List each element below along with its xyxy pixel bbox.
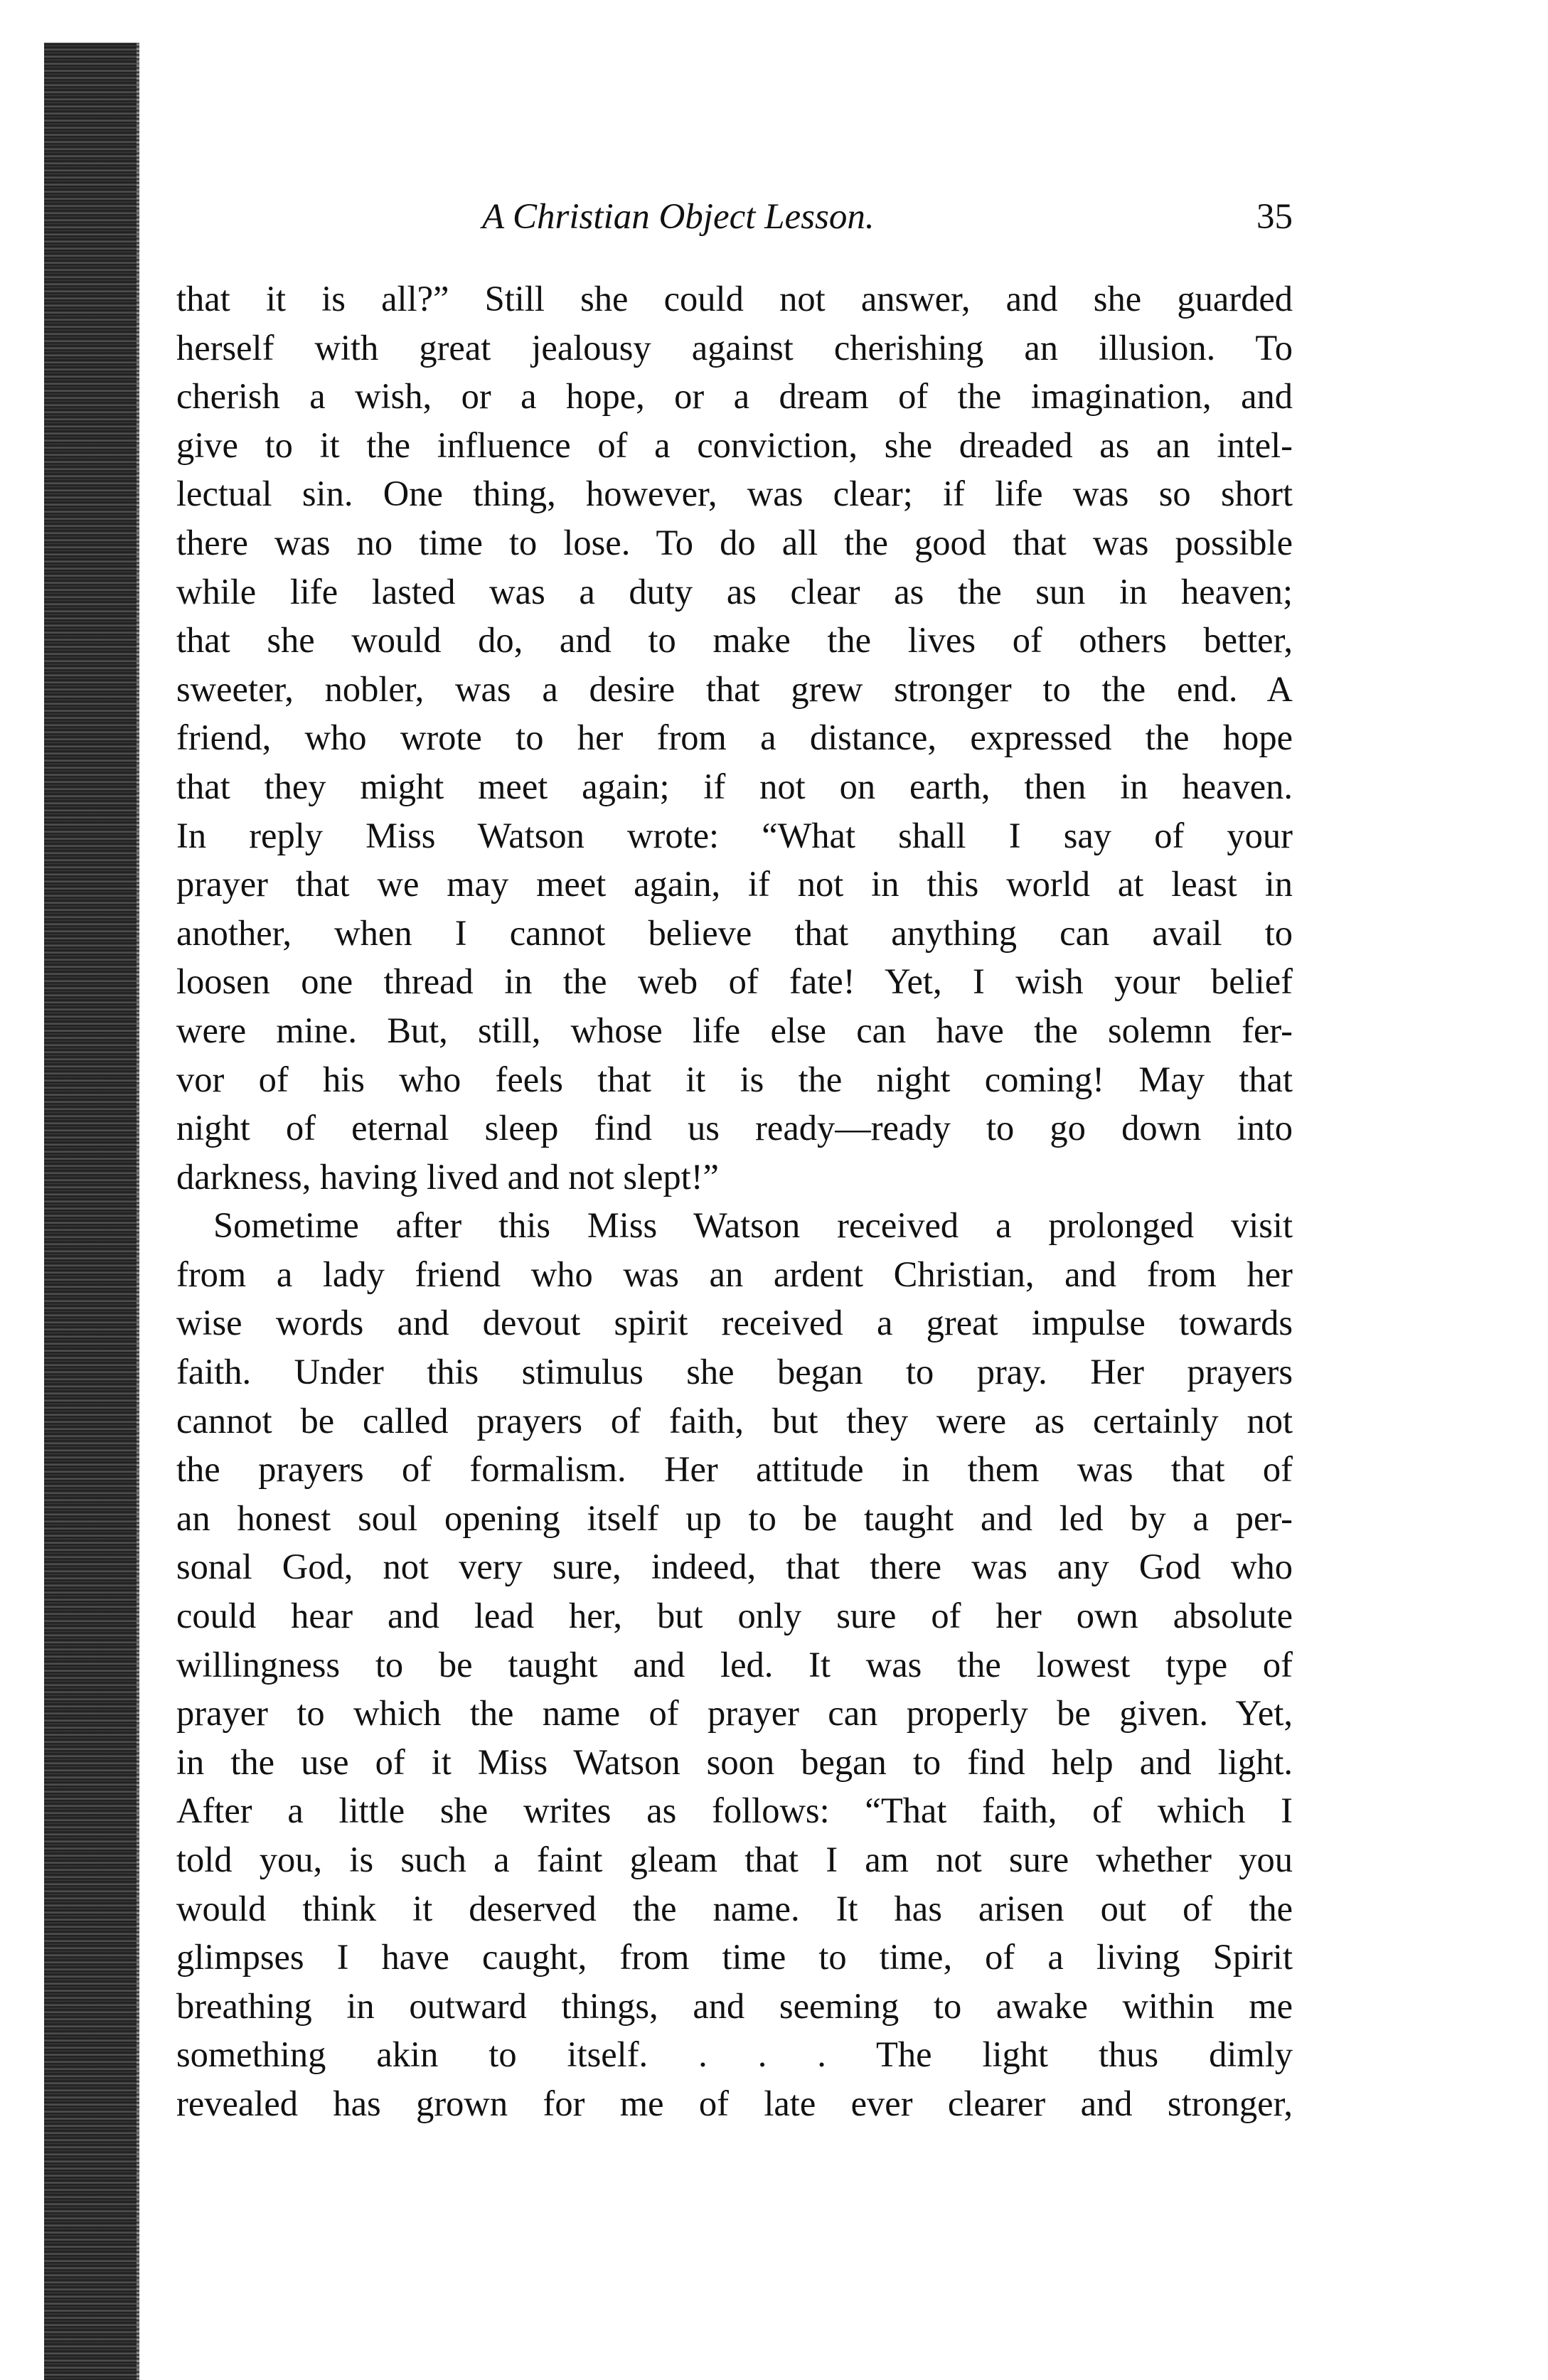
running-head	[176, 192, 1293, 242]
text-line: that she would do, and to make the lives of others better,	[176, 620, 1293, 661]
text-line: told you, is such a faint gleam that I am not sure whether you	[176, 1840, 1293, 1879]
text-line: faith. Under this stimulus she began to pray. Her prayers	[176, 1352, 1293, 1392]
text-line: there was no time to lose. To do all the good that was possible	[176, 522, 1293, 562]
text-line: glimpses I have caught, from time to time, of a living Spirit	[176, 1937, 1293, 1978]
text-line: In reply Miss Watson wrote: “What shall I say of your	[176, 815, 1293, 855]
text-line: revealed has grown for me of late ever clearer and stronger,	[176, 2083, 1293, 2123]
text-line: herself with great jealousy against cherishing an illusion. To	[176, 327, 1293, 368]
text-line: something akin to itself. . . . The light thus dimly	[176, 2034, 1293, 2075]
text-line: cherish a wish, or a hope, or a dream of the imagination, and	[176, 376, 1293, 417]
text-line: that they might meet again; if not on earth, then in heaven.	[176, 766, 1293, 806]
text-line: were mine. But, still, whose life else can have the solemn fer-	[176, 1010, 1293, 1050]
text-line: sonal God, not very sure, indeed, that there was any God who	[176, 1547, 1293, 1587]
text-line: wise words and devout spirit received a great impulse towards	[176, 1303, 1293, 1343]
text-line: an honest soul opening itself up to be taught and led by a per-	[176, 1498, 1293, 1538]
text-line: Sometime after this Miss Watson received a prolonged visit	[213, 1205, 1293, 1246]
text-line: darkness, having lived and not slept!”	[176, 1156, 719, 1197]
text-line: sweeter, nobler, was a desire that grew stronger to the end. A	[176, 668, 1293, 709]
text-line: another, when I cannot believe that anything can avail to	[176, 912, 1293, 953]
text-line: willingness to be taught and led. It was the lowest type of	[176, 1644, 1293, 1685]
page-number: 35	[1256, 197, 1293, 237]
text-line: that it is all?” Still she could not answer, and she guarded	[176, 279, 1293, 319]
text-line: from a lady friend who was an ardent Christian, and from her	[176, 1254, 1293, 1294]
scanned-binding-edge	[44, 43, 139, 2380]
body-text	[176, 274, 1293, 2128]
text-line: vor of his who feels that it is the night coming! May that	[176, 1059, 1293, 1099]
text-line: prayer to which the name of prayer can properly be given. Yet,	[176, 1693, 1293, 1734]
text-line: breathing in outward things, and seeming to awake within me	[176, 1985, 1293, 2026]
text-line: would think it deserved the name. It has arisen out of the	[176, 1888, 1293, 1928]
text-line: the prayers of formalism. Her attitude in them was that of	[176, 1449, 1293, 1490]
text-line: in the use of it Miss Watson soon began to find help and light.	[176, 1741, 1293, 1782]
text-line: while life lasted was a duty as clear as the sun in heaven;	[176, 571, 1293, 612]
text-line: After a little she writes as follows: “That faith, of which I	[176, 1791, 1293, 1831]
text-line: cannot be called prayers of faith, but they were as certainly not	[176, 1400, 1293, 1441]
text-line: loosen one thread in the web of fate! Yet, I wish your belief	[176, 961, 1293, 1002]
text-line: night of eternal sleep find us ready—ready to go down into	[176, 1108, 1293, 1148]
text-line: could hear and lead her, but only sure of her own absolute	[176, 1596, 1293, 1636]
text-line: prayer that we may meet again, if not in this world at least in	[176, 864, 1293, 904]
running-title: A Christian Object Lesson.	[482, 197, 875, 237]
text-line: give to it the influence of a conviction, she dreaded as an intel-	[176, 425, 1293, 465]
book-page	[176, 192, 1293, 2128]
text-line: lectual sin. One thing, however, was clear; if life was so short	[176, 474, 1293, 514]
text-line: friend, who wrote to her from a distance, expressed the hope	[176, 717, 1293, 758]
